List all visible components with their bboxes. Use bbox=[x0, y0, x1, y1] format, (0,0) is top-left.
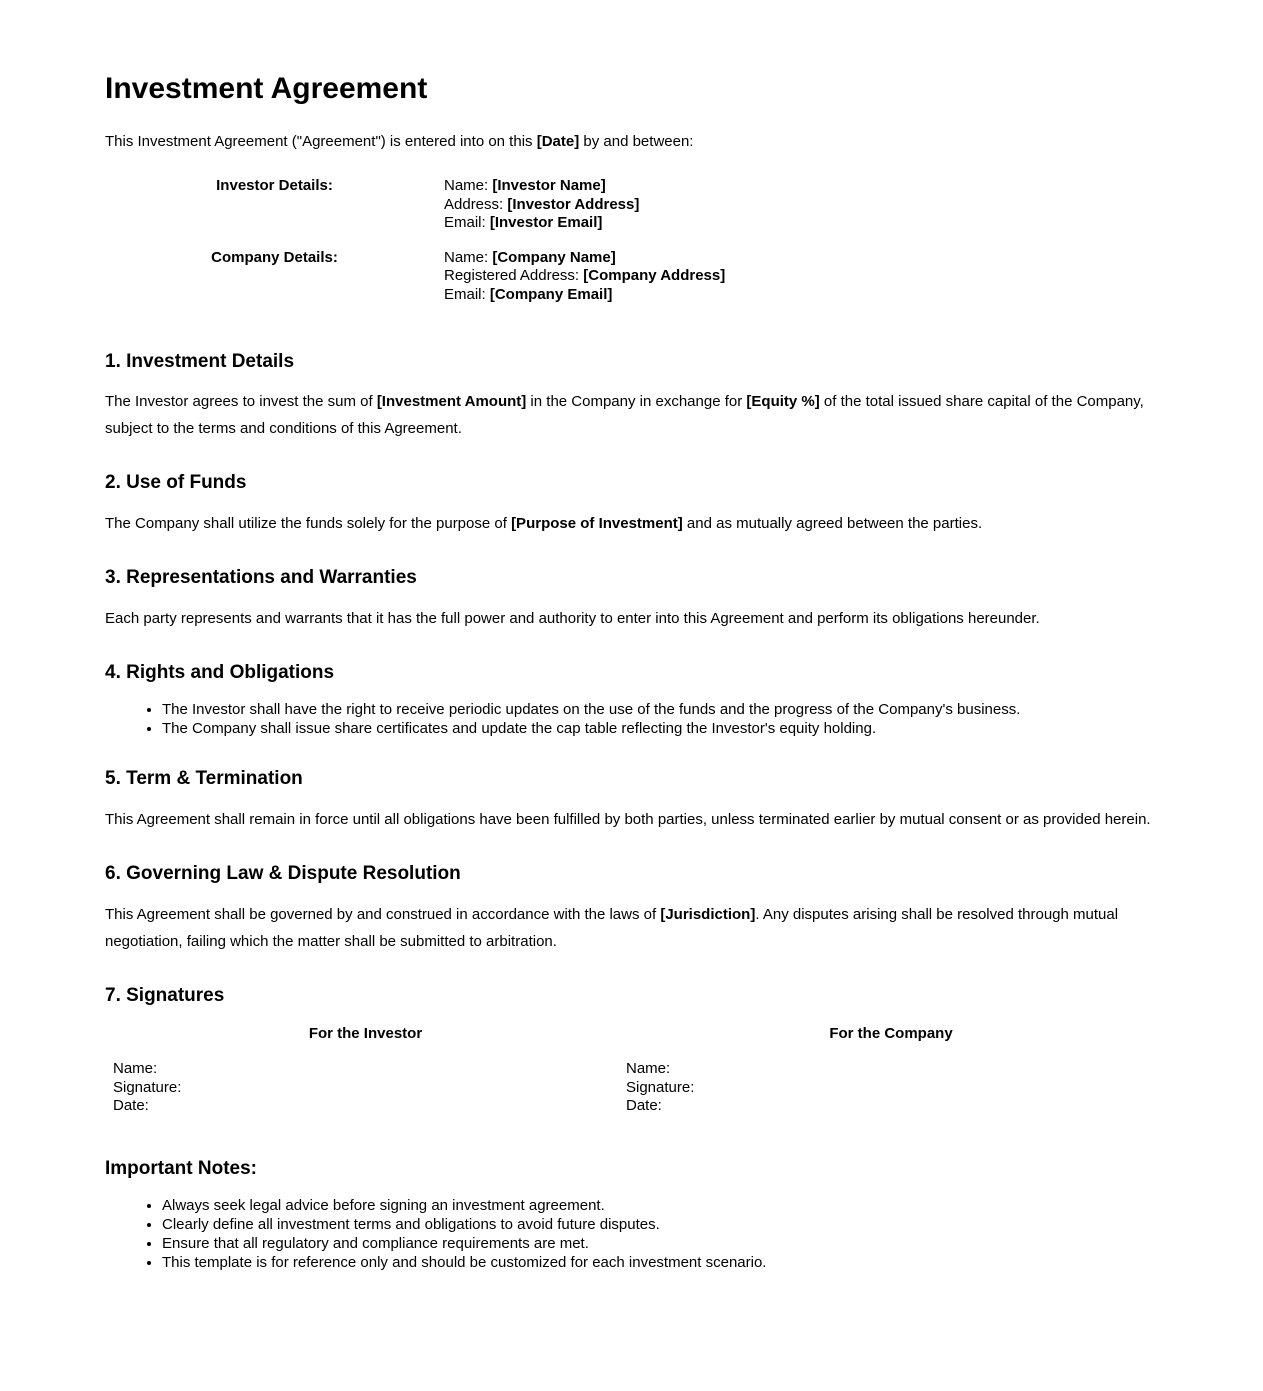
investor-details-row bbox=[105, 177, 725, 249]
investor-signature-header: For the Investor bbox=[308, 1024, 423, 1042]
rights-obligations-list bbox=[105, 700, 1158, 738]
company-signature-header: For the Company bbox=[829, 1024, 953, 1042]
company-signature-name-field: Name: bbox=[626, 1060, 671, 1078]
intro-paragraph: This Investment Agreement ("Agreement") is entered into on this [Date] by and between: bbox=[105, 132, 694, 150]
investor-email-line: Email: [Investor Email] bbox=[444, 214, 603, 232]
investor-details-label: Investor Details: bbox=[216, 177, 333, 194]
section-heading-use-of-funds: 2. Use of Funds bbox=[105, 472, 247, 494]
section-heading-investment-details: 1. Investment Details bbox=[105, 350, 295, 372]
section-use-of-funds bbox=[105, 472, 1158, 537]
investor-signature-block bbox=[107, 1025, 618, 1116]
section-heading-signatures: 7. Signatures bbox=[105, 984, 225, 1006]
section-representations-warranties bbox=[105, 567, 1158, 632]
section-heading-term-termination: 5. Term & Termination bbox=[105, 768, 303, 790]
company-details-values bbox=[444, 249, 725, 321]
investment-details-paragraph: The Investor agrees to invest the sum of [Investment Amount] in the Company in exchange for [Equity %] of the total issued share capital of the Company, subject to the terms and conditions of this Agreement. bbox=[105, 393, 1144, 438]
important-notes-list bbox=[105, 1196, 1158, 1273]
section-rights-obligations bbox=[105, 662, 1158, 738]
company-email-line: Email: [Company Email] bbox=[444, 285, 613, 303]
governing-law-paragraph: This Agreement shall be governed by and construed in accordance with the laws of [Jurisdiction]. Any disputes arising shall be resolved through mutual negotiation, failing which the matter shall be submitted to arbitration. bbox=[105, 905, 1119, 950]
list-item: • The Company shall issue share certificates and update the cap table reflecting the Investor's equity holding. bbox=[162, 719, 1158, 738]
parties-table bbox=[105, 177, 725, 321]
section-investment-details bbox=[105, 351, 1158, 443]
important-notes-heading: Important Notes: bbox=[105, 1157, 257, 1179]
section-important-notes bbox=[105, 1158, 1158, 1273]
list-item: • Ensure that all regulatory and compliance requirements are met. bbox=[162, 1234, 1158, 1253]
investor-signature-name-field: Name: bbox=[113, 1060, 158, 1078]
company-signature-block bbox=[620, 1025, 1156, 1116]
term-termination-paragraph: This Agreement shall remain in force until all obligations have been fulfilled by both parties, unless terminated earlier by mutual consent or as provided herein. bbox=[105, 810, 1151, 828]
company-name-line: Name: [Company Name] bbox=[444, 248, 616, 266]
company-details-label: Company Details: bbox=[211, 248, 338, 266]
investor-details-values bbox=[444, 177, 725, 249]
company-address-line: Registered Address: [Company Address] bbox=[444, 267, 726, 285]
representations-warranties-paragraph: Each party represents and warrants that it has the full power and authority to enter into this Agreement and perform its obligations hereunder. bbox=[105, 609, 1040, 627]
company-signature-date-field: Date: bbox=[626, 1097, 662, 1115]
signatures-table bbox=[105, 1023, 1158, 1118]
list-item: • This template is for reference only and should be customized for each investment scenario. bbox=[162, 1253, 1158, 1272]
section-heading-rights-obligations: 4. Rights and Obligations bbox=[105, 661, 335, 683]
section-heading-governing-law: 6. Governing Law & Dispute Resolution bbox=[105, 862, 461, 884]
investor-name-line: Name: [Investor Name] bbox=[444, 177, 606, 194]
section-heading-representations-warranties: 3. Representations and Warranties bbox=[105, 567, 417, 589]
investor-address-line: Address: [Investor Address] bbox=[444, 195, 640, 213]
section-term-termination bbox=[105, 768, 1158, 833]
use-of-funds-paragraph: The Company shall utilize the funds solely for the purpose of [Purpose of Investment] and as mutually agreed between the parties. bbox=[105, 515, 983, 533]
list-item: • The Investor shall have the right to receive periodic updates on the use of the funds and the progress of the Company's business. bbox=[162, 700, 1158, 719]
investor-signature-date-field: Date: bbox=[113, 1097, 149, 1115]
investor-signature-signature-field: Signature: bbox=[113, 1078, 182, 1096]
section-governing-law bbox=[105, 863, 1158, 955]
company-details-row bbox=[105, 249, 725, 321]
list-item: • Always seek legal advice before signing an investment agreement. bbox=[162, 1196, 1158, 1215]
document-title: Investment Agreement bbox=[105, 72, 428, 105]
section-signatures bbox=[105, 985, 1158, 1118]
company-signature-signature-field: Signature: bbox=[626, 1078, 695, 1096]
signatures-row bbox=[107, 1025, 1156, 1116]
list-item: • Clearly define all investment terms and obligations to avoid future disputes. bbox=[162, 1215, 1158, 1234]
